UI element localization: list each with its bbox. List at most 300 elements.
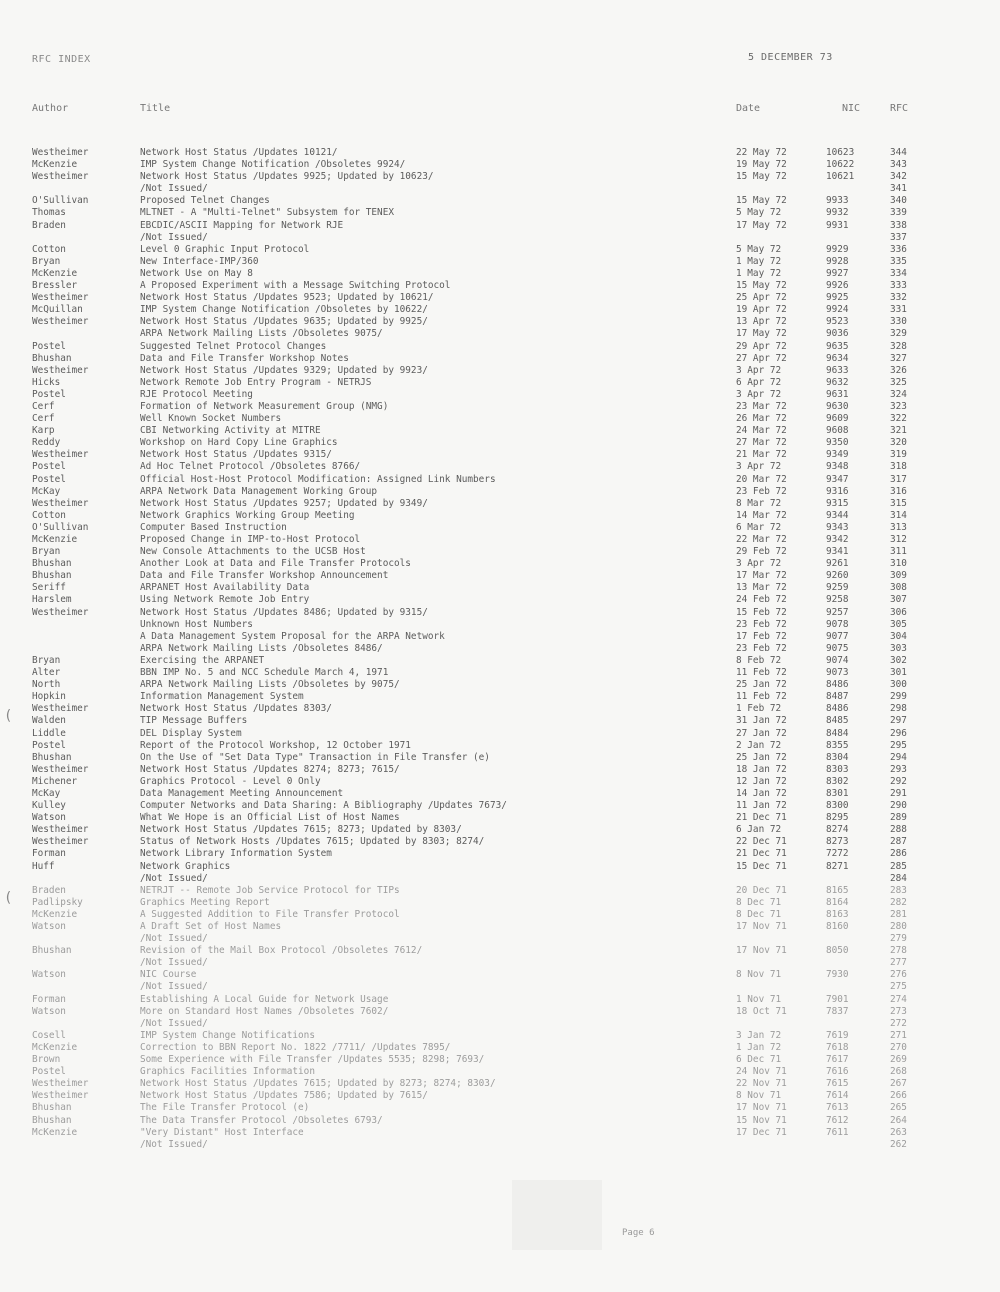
nic-cell: 9929	[826, 243, 849, 255]
date-cell: 15 May 72	[736, 280, 787, 292]
table-row	[0, 413, 1000, 425]
author-cell: McKenzie	[32, 159, 78, 171]
date-cell: 3 Apr 72	[736, 388, 782, 400]
date-cell: 29 Apr 72	[736, 340, 787, 352]
table-row	[0, 933, 1000, 945]
author-cell: Watson	[32, 921, 66, 932]
title-cell: IMP System Change Notification /Obsoletes 9924/	[140, 159, 406, 171]
nic-cell: 7611	[826, 1126, 849, 1138]
rfc-cell: 280	[890, 921, 907, 932]
table-row	[0, 316, 1000, 328]
rfc-cell: 339	[890, 207, 907, 219]
table-row	[0, 207, 1000, 219]
title-cell: ARPA Network Mailing Lists /Obsoletes 9075/	[140, 328, 383, 340]
title-cell: Network Host Status /Updates 8303/	[140, 703, 332, 715]
nic-cell: 9634	[826, 352, 849, 364]
margin-mark: (	[4, 708, 13, 724]
rfc-cell: 269	[890, 1054, 907, 1066]
title-cell: Network Library Information System	[140, 848, 332, 860]
author-cell: McKenzie	[32, 534, 78, 545]
date-cell: 21 Dec 71	[736, 848, 787, 860]
author-cell: Westheimer	[32, 824, 89, 836]
rfc-cell: 344	[890, 147, 907, 158]
title-cell: A Proposed Experiment with a Message Switching Protocol	[140, 280, 451, 292]
table-row	[0, 764, 1000, 776]
author-cell: McKay	[32, 485, 61, 497]
author-cell: Watson	[32, 969, 66, 981]
rfc-cell: 314	[890, 509, 907, 521]
nic-cell: 8485	[826, 715, 849, 727]
rfc-cell: 327	[890, 352, 907, 364]
rfc-cell: 316	[890, 485, 907, 497]
table-row	[0, 594, 1000, 606]
title-cell: Network Host Status /Updates 7615; Updated by 8273; 8274; 8303/	[140, 1078, 496, 1090]
table-row	[0, 171, 1000, 183]
author-cell: Reddy	[32, 437, 61, 449]
nic-cell: 7617	[826, 1054, 849, 1066]
author-cell: Michener	[32, 775, 78, 787]
date-cell: 5 May 72	[736, 207, 782, 219]
date-cell: 8 Dec 71	[736, 908, 782, 920]
title-cell: Network Host Status /Updates 9257; Updated by 9349/	[140, 497, 428, 509]
title-cell: A Draft Set of Host Names	[140, 921, 282, 932]
table-row	[0, 147, 1000, 159]
nic-cell: 9630	[826, 400, 849, 412]
table-row	[0, 582, 1000, 594]
rfc-cell: 271	[890, 1029, 907, 1041]
rfc-cell: 322	[890, 413, 907, 425]
title-cell: EBCDIC/ASCII Mapping for Network RJE	[140, 219, 344, 231]
date-cell: 3 Apr 72	[736, 558, 782, 570]
rfc-cell: 317	[890, 473, 907, 485]
nic-cell: 8302	[826, 775, 849, 787]
rfc-cell: 273	[890, 1005, 907, 1017]
table-row	[0, 679, 1000, 691]
author-cell: Bhushan	[32, 352, 72, 364]
date-cell: 18 Oct 71	[736, 1005, 787, 1017]
date-cell: 17 Nov 71	[736, 945, 787, 957]
rfc-cell: 330	[890, 316, 907, 328]
nic-cell: 8486	[826, 703, 849, 715]
table-row	[0, 812, 1000, 824]
title-cell: Formation of Network Measurement Group (NMG)	[140, 400, 389, 412]
date-cell: 21 Dec 71	[736, 812, 787, 824]
rfc-cell: 294	[890, 751, 907, 763]
rfc-cell: 263	[890, 1126, 907, 1138]
table-row	[0, 1139, 1000, 1151]
table-row	[0, 1054, 1000, 1066]
nic-cell: 7930	[826, 969, 849, 981]
date-cell: 21 Mar 72	[736, 449, 787, 461]
author-cell: Bryan	[32, 255, 61, 267]
rfc-cell: 324	[890, 388, 907, 400]
nic-cell: 8484	[826, 727, 849, 739]
table-row	[0, 957, 1000, 969]
date-cell: 31 Jan 72	[736, 715, 787, 727]
rfc-cell: 305	[890, 618, 907, 630]
table-row	[0, 643, 1000, 655]
table-row	[0, 655, 1000, 667]
table-row	[0, 631, 1000, 643]
date-cell: 25 Apr 72	[736, 292, 787, 304]
author-cell: Westheimer	[32, 763, 89, 775]
nic-cell: 9925	[826, 292, 849, 304]
rfc-cell: 267	[890, 1078, 907, 1090]
author-cell: Postel	[32, 473, 66, 485]
rfc-cell: 293	[890, 763, 907, 775]
nic-cell: 9928	[826, 255, 849, 267]
nic-cell: 8355	[826, 739, 849, 751]
rfc-cell: 302	[890, 654, 907, 666]
author-cell: Westheimer	[32, 449, 89, 461]
date-cell: 17 May 72	[736, 219, 787, 231]
rfc-cell: 289	[890, 812, 907, 824]
rfc-cell: 295	[890, 739, 907, 751]
nic-cell: 7615	[826, 1078, 849, 1090]
title-cell: ARPA Network Data Management Working Group	[140, 485, 378, 497]
table-row	[0, 1102, 1000, 1114]
title-cell: New Console Attachments to the UCSB Host	[140, 546, 366, 558]
rfc-cell: 300	[890, 679, 907, 691]
title-cell: Establishing A Local Guide for Network Usage	[140, 993, 389, 1005]
table-row	[0, 304, 1000, 316]
title-cell: Network Host Status /Updates 9315/	[140, 449, 332, 461]
rfc-cell: 275	[890, 981, 907, 993]
author-cell: Kulley	[32, 800, 66, 812]
table-row	[0, 401, 1000, 413]
table-row	[0, 921, 1000, 933]
title-cell: Some Experience with File Transfer /Updates 5535; 8298; 7693/	[140, 1054, 485, 1066]
table-row	[0, 377, 1000, 389]
nic-cell: 8295	[826, 812, 849, 824]
title-cell: /Not Issued/	[140, 183, 208, 195]
author-cell: Hicks	[32, 376, 61, 388]
rfc-cell: 285	[890, 860, 907, 872]
nic-cell: 9635	[826, 340, 849, 352]
date-cell: 22 Mar 72	[736, 534, 787, 545]
date-cell: 26 Mar 72	[736, 413, 787, 425]
title-cell: Well Known Socket Numbers	[140, 413, 282, 425]
rfc-cell: 291	[890, 787, 907, 799]
title-cell: Workshop on Hard Copy Line Graphics	[140, 437, 338, 449]
title-cell: RJE Protocol Meeting	[140, 388, 253, 400]
rfc-cell: 343	[890, 159, 907, 171]
date-cell: 19 Apr 72	[736, 304, 787, 316]
table-row	[0, 800, 1000, 812]
nic-cell: 9077	[826, 630, 849, 642]
author-cell: Thomas	[32, 207, 66, 219]
table-row	[0, 824, 1000, 836]
rfc-cell: 279	[890, 933, 907, 945]
title-cell: Network Host Status /Updates 9523; Updated by 10621/	[140, 292, 434, 304]
rfc-cell: 268	[890, 1066, 907, 1078]
title-cell: /Not Issued/	[140, 1138, 208, 1150]
column-header-date: Date	[736, 103, 761, 114]
title-cell: /Not Issued/	[140, 933, 208, 945]
margin-mark: (	[4, 890, 13, 906]
index-heading: RFC INDEX	[32, 54, 91, 65]
rfc-cell: 262	[890, 1138, 907, 1150]
nic-cell: 8164	[826, 896, 849, 908]
author-cell: Bryan	[32, 546, 61, 558]
nic-cell: 7612	[826, 1114, 849, 1126]
table-row	[0, 1090, 1000, 1102]
table-row	[0, 461, 1000, 473]
title-cell: ARPA Network Mailing Lists /Obsoletes by 9075/	[140, 679, 400, 691]
author-cell: McKenzie	[32, 267, 78, 279]
nic-cell: 9036	[826, 328, 849, 340]
author-cell: Cotton	[32, 509, 66, 521]
rfc-cell: 307	[890, 594, 907, 606]
title-cell: Exercising the ARPANET	[140, 654, 265, 666]
author-cell: Postel	[32, 388, 66, 400]
date-cell: 17 Mar 72	[736, 570, 787, 582]
date-cell: 8 Nov 71	[736, 1090, 782, 1102]
date-cell: 6 Dec 71	[736, 1054, 782, 1066]
nic-cell: 9926	[826, 280, 849, 292]
date-cell: 3 Apr 72	[736, 461, 782, 473]
author-cell: McKenzie	[32, 1041, 78, 1053]
index-table	[0, 147, 1000, 1151]
table-row	[0, 836, 1000, 848]
rfc-cell: 325	[890, 376, 907, 388]
table-row	[0, 232, 1000, 244]
nic-cell: 9073	[826, 667, 849, 679]
column-header-title: Title	[140, 103, 171, 114]
date-cell: 13 Mar 72	[736, 582, 787, 594]
date-cell: 29 Feb 72	[736, 546, 787, 558]
column-header-author: Author	[32, 103, 69, 114]
date-cell: 19 May 72	[736, 159, 787, 171]
nic-cell: 7614	[826, 1090, 849, 1102]
date-cell: 15 Nov 71	[736, 1114, 787, 1126]
rfc-cell: 270	[890, 1041, 907, 1053]
title-cell: BBN IMP No. 5 and NCC Schedule March 4, 1971	[140, 667, 389, 679]
table-row	[0, 486, 1000, 498]
table-row	[0, 365, 1000, 377]
table-row	[0, 909, 1000, 921]
table-row	[0, 776, 1000, 788]
author-cell: Watson	[32, 812, 66, 824]
nic-cell: 7272	[826, 848, 849, 860]
nic-cell: 8300	[826, 800, 849, 812]
table-row	[0, 1078, 1000, 1090]
author-cell: Brown	[32, 1054, 61, 1066]
title-cell: Data and File Transfer Workshop Notes	[140, 352, 349, 364]
title-cell: ARPA Network Mailing Lists /Obsoletes 8486/	[140, 642, 383, 654]
date-cell: 23 Feb 72	[736, 618, 787, 630]
table-row	[0, 752, 1000, 764]
author-cell: Cerf	[32, 413, 55, 425]
table-row	[0, 183, 1000, 195]
date-cell: 11 Feb 72	[736, 667, 787, 679]
rfc-cell: 310	[890, 558, 907, 570]
table-row	[0, 522, 1000, 534]
author-cell: Cotton	[32, 243, 66, 255]
nic-cell: 7618	[826, 1041, 849, 1053]
title-cell: Network Remote Job Entry Program - NETRJS	[140, 376, 372, 388]
rfc-cell: 284	[890, 872, 907, 884]
nic-cell: 9347	[826, 473, 849, 485]
date-cell: 1 Nov 71	[736, 993, 782, 1005]
title-cell: Network Host Status /Updates 9635; Updated by 9925/	[140, 316, 428, 328]
rfc-cell: 309	[890, 570, 907, 582]
table-row	[0, 885, 1000, 897]
rfc-cell: 303	[890, 642, 907, 654]
rfc-cell: 264	[890, 1114, 907, 1126]
title-cell: /Not Issued/	[140, 981, 208, 993]
rfc-cell: 313	[890, 521, 907, 533]
rfc-cell: 312	[890, 534, 907, 545]
rfc-cell: 290	[890, 800, 907, 812]
rfc-cell: 274	[890, 993, 907, 1005]
author-cell: McKenzie	[32, 908, 78, 920]
nic-cell: 8304	[826, 751, 849, 763]
table-row	[0, 691, 1000, 703]
rfc-cell: 342	[890, 171, 907, 183]
title-cell: Graphics Protocol - Level 0 Only	[140, 775, 321, 787]
author-cell: O'Sullivan	[32, 195, 89, 207]
table-row	[0, 220, 1000, 232]
date-cell: 11 Jan 72	[736, 800, 787, 812]
rfc-cell: 331	[890, 304, 907, 316]
nic-cell: 9342	[826, 534, 849, 545]
date-cell: 15 Feb 72	[736, 606, 787, 618]
nic-cell: 9349	[826, 449, 849, 461]
title-cell: On the Use of "Set Data Type" Transaction in File Transfer (e)	[140, 751, 490, 763]
date-cell: 22 May 72	[736, 147, 787, 158]
date-cell: 15 May 72	[736, 171, 787, 183]
table-row	[0, 619, 1000, 631]
nic-cell: 9261	[826, 558, 849, 570]
author-cell: Westheimer	[32, 606, 89, 618]
table-row	[0, 268, 1000, 280]
table-row	[0, 474, 1000, 486]
nic-cell: 8486	[826, 679, 849, 691]
nic-cell: 9259	[826, 582, 849, 594]
title-cell: Ad Hoc Telnet Protocol /Obsoletes 8766/	[140, 461, 361, 473]
title-cell: MLTNET - A "Multi-Telnet" Subsystem for TENEX	[140, 207, 394, 219]
author-cell: Alter	[32, 667, 61, 679]
title-cell: Data Management Meeting Announcement	[140, 787, 344, 799]
table-row	[0, 1115, 1000, 1127]
nic-cell: 8050	[826, 945, 849, 957]
date-cell: 25 Jan 72	[736, 679, 787, 691]
table-row	[0, 848, 1000, 860]
table-row	[0, 425, 1000, 437]
author-cell: Westheimer	[32, 1090, 89, 1102]
title-cell: Graphics Facilities Information	[140, 1066, 315, 1078]
table-row	[0, 558, 1000, 570]
author-cell: Bhushan	[32, 1114, 72, 1126]
date-cell: 11 Feb 72	[736, 691, 787, 703]
nic-cell: 7613	[826, 1102, 849, 1114]
rfc-cell: 306	[890, 606, 907, 618]
table-row	[0, 1030, 1000, 1042]
nic-cell: 9343	[826, 521, 849, 533]
nic-cell: 9608	[826, 425, 849, 437]
nic-cell: 8165	[826, 884, 849, 896]
title-cell: Network Host Status /Updates 7615; 8273; Updated by 8303/	[140, 824, 462, 836]
rfc-cell: 318	[890, 461, 907, 473]
author-cell: Forman	[32, 848, 66, 860]
title-cell: /Not Issued/	[140, 1017, 208, 1029]
rfc-cell: 288	[890, 824, 907, 836]
author-cell: McKenzie	[32, 1126, 78, 1138]
nic-cell: 9078	[826, 618, 849, 630]
table-row	[0, 1018, 1000, 1030]
title-cell: Using Network Remote Job Entry	[140, 594, 310, 606]
date-cell: 5 May 72	[736, 243, 782, 255]
date-cell: 6 Apr 72	[736, 376, 782, 388]
title-cell: Proposed Telnet Changes	[140, 195, 270, 207]
author-cell: Bhushan	[32, 570, 72, 582]
nic-cell: 7616	[826, 1066, 849, 1078]
date-cell: 24 Nov 71	[736, 1066, 787, 1078]
rfc-cell: 337	[890, 231, 907, 243]
title-cell: IMP System Change Notification /Obsoletes by 10622/	[140, 304, 428, 316]
rfc-cell: 283	[890, 884, 907, 896]
rfc-cell: 333	[890, 280, 907, 292]
rfc-cell: 319	[890, 449, 907, 461]
table-row	[0, 667, 1000, 679]
date-cell: 15 Dec 71	[736, 860, 787, 872]
table-row	[0, 861, 1000, 873]
nic-cell: 9350	[826, 437, 849, 449]
rfc-cell: 338	[890, 219, 907, 231]
rfc-cell: 292	[890, 775, 907, 787]
rfc-cell: 286	[890, 848, 907, 860]
title-cell: Another Look at Data and File Transfer Protocols	[140, 558, 411, 570]
nic-cell: 9341	[826, 546, 849, 558]
author-cell: Karp	[32, 425, 55, 437]
title-cell: "Very Distant" Host Interface	[140, 1126, 304, 1138]
author-cell: Westheimer	[32, 1078, 89, 1090]
title-cell: Computer Networks and Data Sharing: A Bibliography /Updates 7673/	[140, 800, 507, 812]
date-cell: 3 Apr 72	[736, 364, 782, 376]
title-cell: Unknown Host Numbers	[140, 618, 253, 630]
nic-cell: 8160	[826, 921, 849, 932]
date-cell: 1 Feb 72	[736, 703, 782, 715]
date-cell: 22 Nov 71	[736, 1078, 787, 1090]
table-row	[0, 280, 1000, 292]
nic-cell: 8301	[826, 787, 849, 799]
table-row	[0, 873, 1000, 885]
date-cell: 3 Jan 72	[736, 1029, 782, 1041]
date-cell: 17 Nov 71	[736, 921, 787, 932]
nic-cell: 8487	[826, 691, 849, 703]
table-row	[0, 159, 1000, 171]
rfc-cell: 311	[890, 546, 907, 558]
table-row	[0, 341, 1000, 353]
nic-cell: 10622	[826, 159, 855, 171]
nic-cell: 9932	[826, 207, 849, 219]
table-row	[0, 1042, 1000, 1054]
date-cell: 14 Jan 72	[736, 787, 787, 799]
table-row	[0, 703, 1000, 715]
author-cell: Braden	[32, 219, 66, 231]
date-cell: 23 Mar 72	[736, 400, 787, 412]
table-row	[0, 353, 1000, 365]
table-row	[0, 437, 1000, 449]
date-cell: 6 Mar 72	[736, 521, 782, 533]
author-cell: Huff	[32, 860, 55, 872]
table-row	[0, 897, 1000, 909]
rfc-cell: 308	[890, 582, 907, 594]
table-row	[0, 195, 1000, 207]
author-cell: McKay	[32, 787, 61, 799]
title-cell: /Not Issued/	[140, 231, 208, 243]
